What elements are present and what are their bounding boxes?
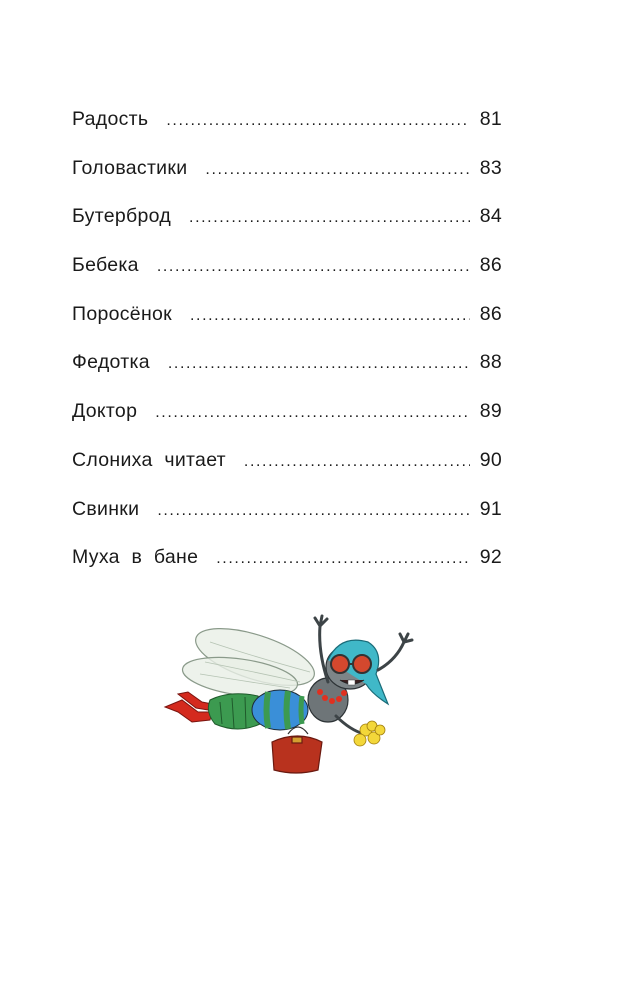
toc-entry[interactable] bbox=[72, 351, 502, 400]
toc-leader-dots bbox=[157, 258, 470, 276]
toc-entry-title: Слониха читает bbox=[72, 448, 226, 471]
toc-entry-page: 83 bbox=[479, 156, 502, 179]
toc-entry-title: Свинки bbox=[72, 497, 140, 520]
toc-leader-dots bbox=[205, 161, 470, 179]
toc-entry-title: Радость bbox=[72, 108, 149, 130]
toc-entry-page: 84 bbox=[479, 205, 502, 228]
toc-entry[interactable] bbox=[72, 108, 502, 157]
toc-entry-page: 88 bbox=[479, 351, 502, 374]
toc-entry-page: 91 bbox=[479, 497, 502, 520]
toc-entry[interactable] bbox=[72, 157, 502, 206]
toc-entry[interactable] bbox=[72, 449, 502, 498]
toc-entry-page: 81 bbox=[479, 108, 502, 130]
toc-leader-dots bbox=[244, 453, 470, 471]
toc-leader-dots bbox=[166, 112, 470, 130]
toc-entry-page: 89 bbox=[479, 400, 502, 423]
striped-body bbox=[252, 690, 308, 730]
toc-entry-page: 86 bbox=[479, 302, 502, 325]
toc-leader-dots bbox=[157, 502, 470, 520]
table-of-contents bbox=[72, 108, 502, 595]
fly-wings bbox=[180, 617, 321, 703]
toc-entry[interactable] bbox=[72, 205, 502, 254]
toc-entry-title: Муха в бане bbox=[72, 546, 199, 569]
toc-entry-page: 92 bbox=[479, 546, 502, 569]
toc-entry-title: Головастики bbox=[72, 156, 188, 179]
toc-entry[interactable] bbox=[72, 400, 502, 449]
toc-entry-page: 90 bbox=[479, 448, 502, 471]
toc-entry[interactable] bbox=[72, 546, 502, 595]
toc-leader-dots bbox=[189, 209, 470, 227]
fly-illustration bbox=[160, 612, 420, 782]
toc-entry-title: Бутерброд bbox=[72, 205, 172, 228]
toc-entry-title: Бебека bbox=[72, 254, 139, 277]
toc-leader-dots bbox=[190, 307, 470, 325]
toc-entry-title: Поросёнок bbox=[72, 302, 172, 325]
toc-entry[interactable] bbox=[72, 498, 502, 547]
toc-leader-dots bbox=[216, 550, 470, 568]
red-handbag bbox=[272, 727, 322, 773]
red-boots bbox=[165, 692, 212, 722]
toc-leader-dots bbox=[168, 355, 470, 373]
toc-entry-page: 86 bbox=[479, 254, 502, 277]
toc-entry[interactable] bbox=[72, 303, 502, 352]
toc-entry-title: Федотка bbox=[72, 351, 150, 374]
toc-entry[interactable] bbox=[72, 254, 502, 303]
toc-entry-title: Доктор bbox=[72, 400, 138, 423]
toc-leader-dots bbox=[155, 404, 470, 422]
